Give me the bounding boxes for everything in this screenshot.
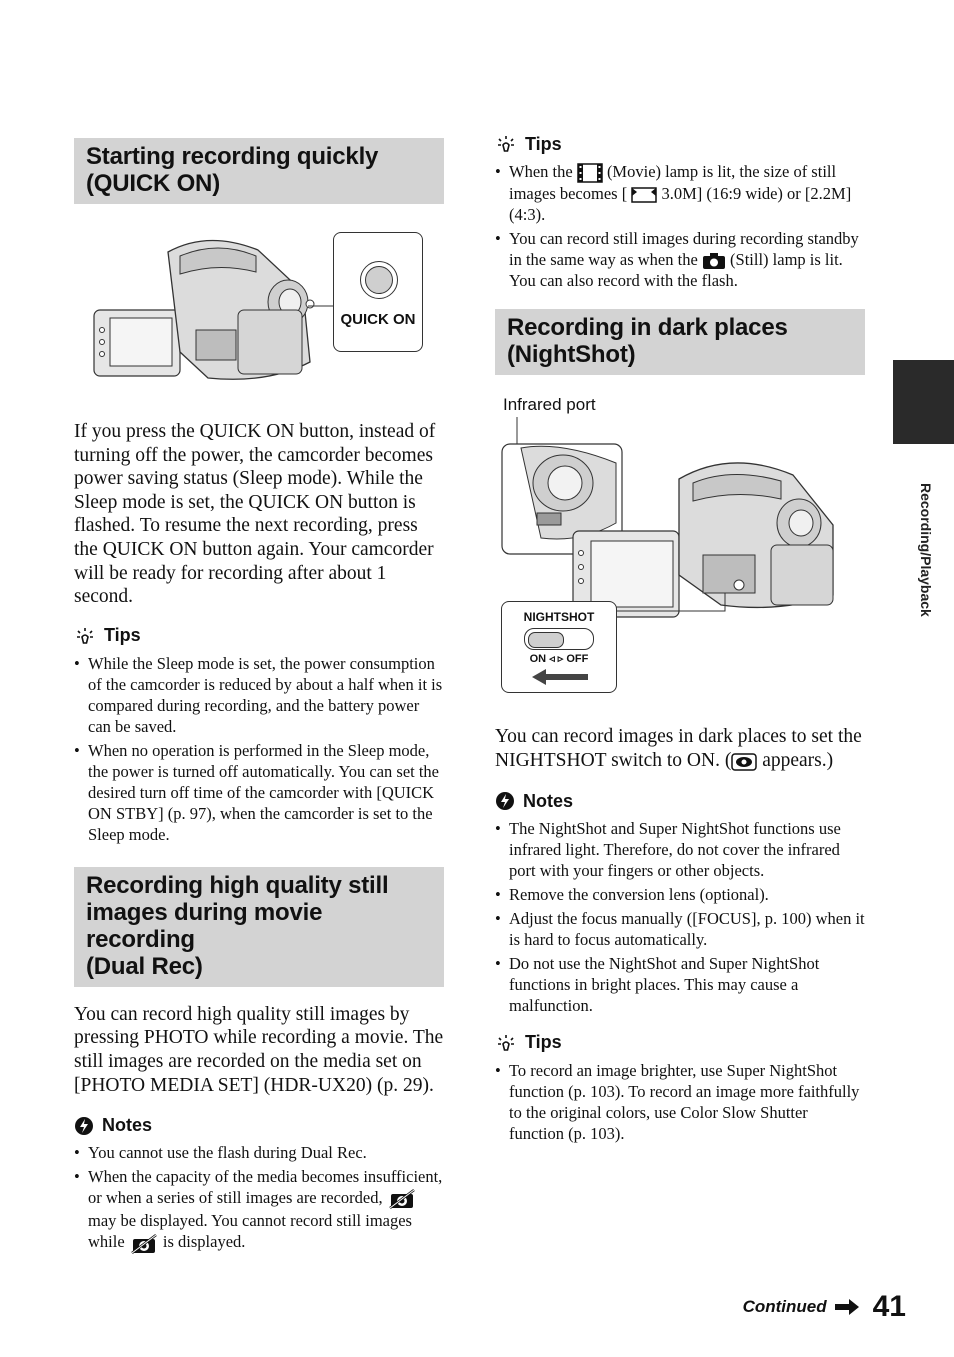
tip-text: When the <box>509 162 573 181</box>
heading-line: images during movie recording <box>86 898 323 953</box>
nightshot-switch-callout <box>501 601 617 693</box>
list-item: • While the Sleep mode is set, the power consumption of the camcorder is reduced by about a half when it is compared during recording, and the battery power can be saved. <box>74 653 444 737</box>
note-text: When the capacity of the media becomes insufficient, or when a series of still images are recorded, <box>88 1167 443 1208</box>
tips-label: Tips <box>104 625 141 646</box>
nightshot-description <box>495 725 865 772</box>
on-label: ON <box>529 653 547 666</box>
notes-icon <box>74 1116 94 1136</box>
switch-arrows-icon: ◃ ▹ <box>549 653 564 666</box>
quick-on-description: If you press the QUICK ON button, instead of turning off the power, the camcorder becomes power saving status (Sleep mode). While the Sleep mode is set, the QUICK ON button is flashed. To resume the next recording, press the QUICK ON button again. Your camcorder will be ready for recording after about 1 second. <box>74 421 436 608</box>
list-item: • You cannot use the flash during Dual Rec. <box>74 1142 444 1163</box>
camcorder-illustration <box>88 232 328 392</box>
list-item: • When no operation is performed in the Sleep mode, the power is turned off automatically. You can set the desired turn off time of the camcorder with [QUICK ON STBY] (p. 97), when the camcorder is set to the Sleep mode. <box>74 740 444 845</box>
section-heading-quick-on <box>74 138 444 204</box>
notes-list <box>495 818 865 1016</box>
switch-callout-line <box>615 591 755 631</box>
nightshot-switch[interactable] <box>524 628 594 650</box>
notes-heading <box>495 791 865 812</box>
tips-heading <box>74 625 444 647</box>
section-heading-nightshot <box>495 309 865 375</box>
tips-list <box>74 653 444 845</box>
switch-knob <box>528 632 564 648</box>
arrow-right-icon <box>835 1299 859 1315</box>
tips-heading <box>495 133 865 155</box>
chapter-side-label: Recording/Playback <box>918 483 934 617</box>
tips-icon <box>74 625 96 647</box>
notes-heading <box>74 1115 444 1136</box>
wide-image-size-icon <box>631 187 657 203</box>
infrared-port-label: Infrared port <box>503 395 596 415</box>
heading-line: Starting recording quickly <box>86 143 379 170</box>
tip-text: You can record still images during recording standby in the same way as when the <box>509 229 859 270</box>
tips-heading <box>495 1032 865 1054</box>
tips-label: Tips <box>525 133 562 154</box>
dual-rec-description: You can record high quality still images by pressing PHOTO while recording a movie. The still images are recorded on the media set on [PHOTO MEDIA SET] (HDR-UX20) (p. 29). <box>74 1003 444 1096</box>
list-item: • To record an image brighter, use Super NightShot function (p. 103). To record an image more faithfully to the original colors, use Color Slow Shutter function (p. 103). <box>495 1060 865 1144</box>
quick-on-label: QUICK ON <box>340 311 416 328</box>
nightshot-switch-label: NIGHTSHOT <box>523 610 595 625</box>
movie-lamp-icon <box>577 163 603 183</box>
list-item: • Do not use the NightShot and Super NightShot functions in bright places. This may cause a malfunction. <box>495 953 865 1016</box>
notes-label: Notes <box>523 790 574 811</box>
notes-label: Notes <box>102 1115 153 1136</box>
tip-text: (Still) lamp is lit. You can also record with the flash. <box>509 250 843 291</box>
tips-label: Tips <box>525 1032 562 1053</box>
switch-positions <box>502 652 616 665</box>
notes-list <box>74 1142 444 1254</box>
off-label: OFF <box>566 653 589 666</box>
body-text: appears.) <box>762 750 834 772</box>
body-text: You can record images in dark places to set the NIGHTSHOT switch to ON. ( <box>495 726 862 772</box>
quick-on-button-icon <box>360 261 398 299</box>
list-item <box>74 1166 444 1254</box>
arrow-left-icon <box>530 668 590 686</box>
list-item <box>495 161 865 225</box>
heading-line: Recording high quality still <box>86 871 389 899</box>
tips-icon <box>495 133 517 155</box>
heading-line: Recording in dark places <box>507 314 788 342</box>
quick-on-callout-box <box>333 232 423 352</box>
quick-on-figure <box>74 232 444 402</box>
list-item <box>495 228 865 291</box>
dual-rec-warning-icon <box>387 1188 417 1210</box>
note-text: may be displayed. You cannot record still images while <box>88 1211 412 1252</box>
tip-text: (Movie) lamp is lit, the size of still images becomes [ <box>509 162 837 204</box>
note-text: is displayed. <box>162 1232 246 1252</box>
heading-line: (NightShot) <box>507 341 636 369</box>
nightshot-indicator-icon <box>731 753 757 771</box>
nightshot-figure <box>495 395 865 715</box>
heading-line: (Dual Rec) <box>86 952 203 980</box>
notes-icon <box>495 791 515 811</box>
left-column <box>74 138 444 1258</box>
tips-icon <box>495 1032 517 1054</box>
page-footer <box>743 1290 906 1324</box>
section-heading-dual-rec <box>74 867 444 987</box>
list-item: • Adjust the focus manually ([FOCUS], p. 100) when it is hard to focus automatically. <box>495 908 865 950</box>
tips-list <box>495 1060 865 1144</box>
tip-text: 3.0M] (16:9 wide) or [2.2M] (4:3). <box>509 184 852 225</box>
still-camera-icon <box>702 252 726 270</box>
dual-rec-warning-icon <box>129 1233 159 1255</box>
list-item: • Remove the conversion lens (optional). <box>495 884 865 905</box>
right-column <box>495 133 865 1147</box>
chapter-side-tab <box>893 360 954 444</box>
heading-line: (QUICK ON) <box>86 170 220 197</box>
list-item: • The NightShot and Super NightShot functions use infrared light. Therefore, do not cover the infrared port with your fingers or other objects. <box>495 818 865 881</box>
tips-list <box>495 161 865 291</box>
continued-label: Continued <box>742 1297 827 1316</box>
page-number: 41 <box>872 1290 906 1323</box>
